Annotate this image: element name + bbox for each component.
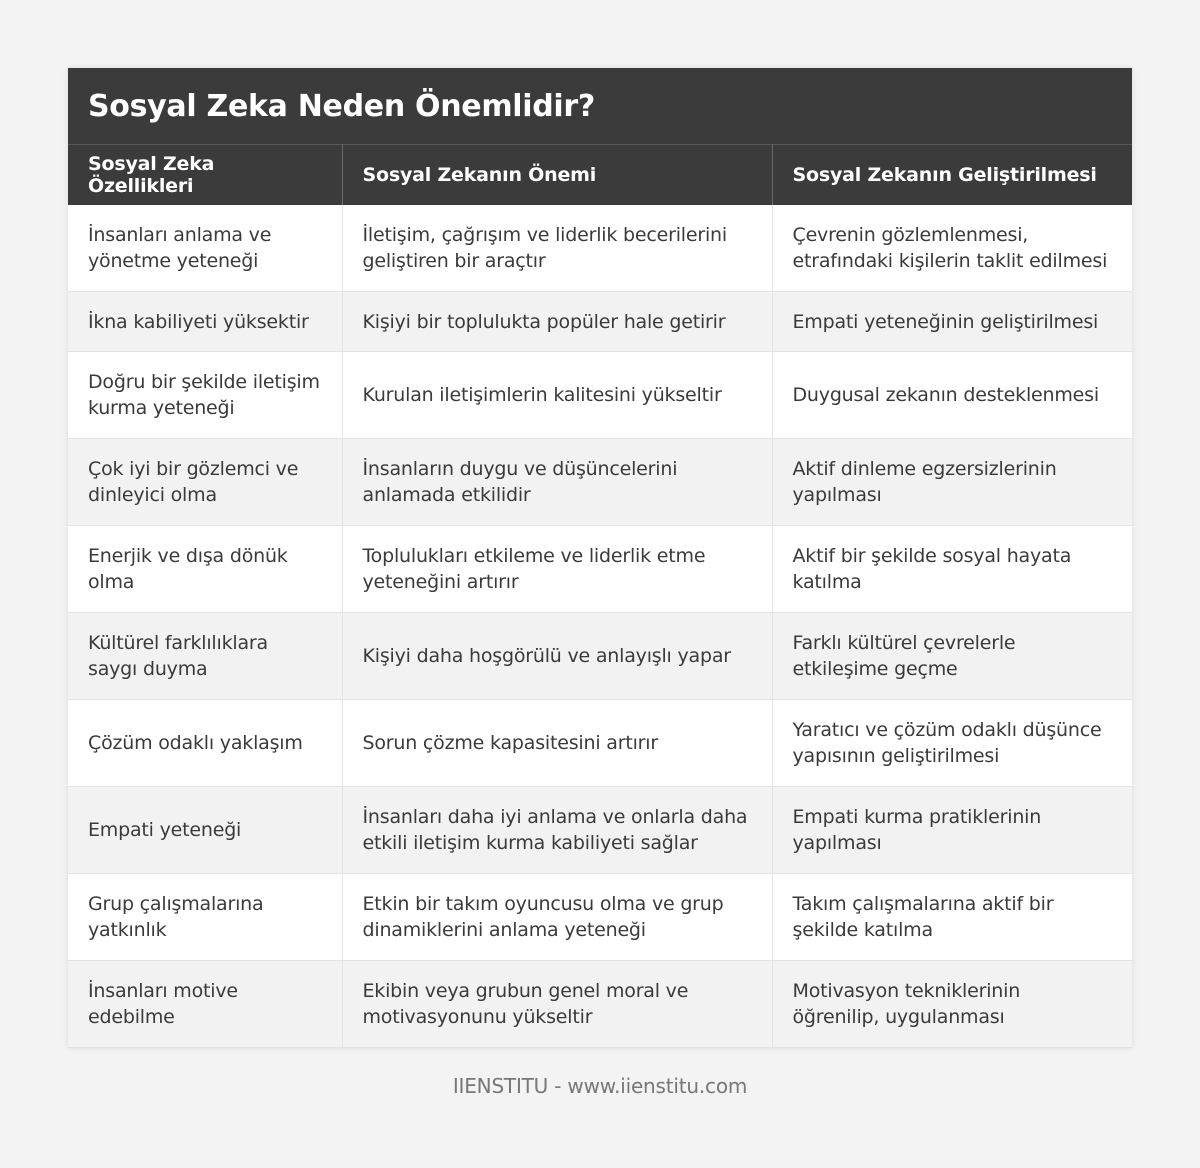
table-cell: Çok iyi bir gözlemci ve dinleyici olma: [68, 439, 342, 526]
table-row: [68, 526, 1132, 613]
data-table: [68, 144, 1132, 1048]
footer-text: IIENSTITU - www.iienstitu.com: [452, 1074, 748, 1098]
table-cell: Çözüm odaklı yaklaşım: [68, 700, 342, 787]
table-cell: Empati yeteneği: [68, 787, 342, 874]
table-cell: Aktif dinleme egzersizlerinin yapılması: [772, 439, 1132, 526]
table-row: [68, 439, 1132, 526]
table-cell: Çevrenin gözlemlenmesi, etrafındaki kişilerin taklit edilmesi: [772, 205, 1132, 292]
table-cell: Empati kurma pratiklerinin yapılması: [772, 787, 1132, 874]
table-cell: İkna kabiliyeti yüksektir: [68, 292, 342, 352]
table-row: [68, 292, 1132, 352]
table-row: [68, 874, 1132, 961]
table-row: [68, 700, 1132, 787]
column-header-features: Sosyal Zeka Özellikleri: [68, 145, 342, 205]
column-header-development: Sosyal Zekanın Geliştirilmesi: [772, 145, 1132, 205]
table-cell: İnsanları daha iyi anlama ve onlarla daha etkili iletişim kurma kabiliyeti sağlar: [342, 787, 772, 874]
table-cell: Enerjik ve dışa dönük olma: [68, 526, 342, 613]
table-cell: İnsanların duygu ve düşüncelerini anlamada etkilidir: [342, 439, 772, 526]
header-row: [68, 145, 1132, 205]
table-cell: Motivasyon tekniklerinin öğrenilip, uygulanması: [772, 961, 1132, 1048]
table-cell: Kurulan iletişimlerin kalitesini yükseltir: [342, 352, 772, 439]
table-cell: Kişiyi daha hoşgörülü ve anlayışlı yapar: [342, 613, 772, 700]
table-cell: Toplulukları etkileme ve liderlik etme yeteneğini artırır: [342, 526, 772, 613]
table-cell: Takım çalışmalarına aktif bir şekilde katılma: [772, 874, 1132, 961]
table-cell: Empati yeteneğinin geliştirilmesi: [772, 292, 1132, 352]
table-card: [68, 68, 1132, 1048]
title-bar: [68, 68, 1132, 144]
table-row: [68, 205, 1132, 292]
table-cell: Sorun çözme kapasitesini artırır: [342, 700, 772, 787]
table-cell: İletişim, çağrışım ve liderlik becerilerini geliştiren bir araçtır: [342, 205, 772, 292]
page-title: Sosyal Zeka Neden Önemlidir?: [88, 88, 596, 124]
table-cell: Kültürel farklılıklara saygı duyma: [68, 613, 342, 700]
table-cell: Grup çalışmalarına yatkınlık: [68, 874, 342, 961]
column-header-importance: Sosyal Zekanın Önemi: [342, 145, 772, 205]
table-row: [68, 352, 1132, 439]
table-cell: Etkin bir takım oyuncusu olma ve grup dinamiklerini anlama yeteneği: [342, 874, 772, 961]
table-cell: Duygusal zekanın desteklenmesi: [772, 352, 1132, 439]
table-cell: Doğru bir şekilde iletişim kurma yeteneği: [68, 352, 342, 439]
table-cell: Yaratıcı ve çözüm odaklı düşünce yapısının geliştirilmesi: [772, 700, 1132, 787]
table-cell: İnsanları anlama ve yönetme yeteneği: [68, 205, 342, 292]
table-row: [68, 787, 1132, 874]
table-cell: Aktif bir şekilde sosyal hayata katılma: [772, 526, 1132, 613]
table-cell: Kişiyi bir toplulukta popüler hale getirir: [342, 292, 772, 352]
table-cell: İnsanları motive edebilme: [68, 961, 342, 1048]
table-cell: Farklı kültürel çevrelerle etkileşime geçme: [772, 613, 1132, 700]
table-row: [68, 613, 1132, 700]
table-row: [68, 961, 1132, 1048]
table-cell: Ekibin veya grubun genel moral ve motivasyonunu yükseltir: [342, 961, 772, 1048]
